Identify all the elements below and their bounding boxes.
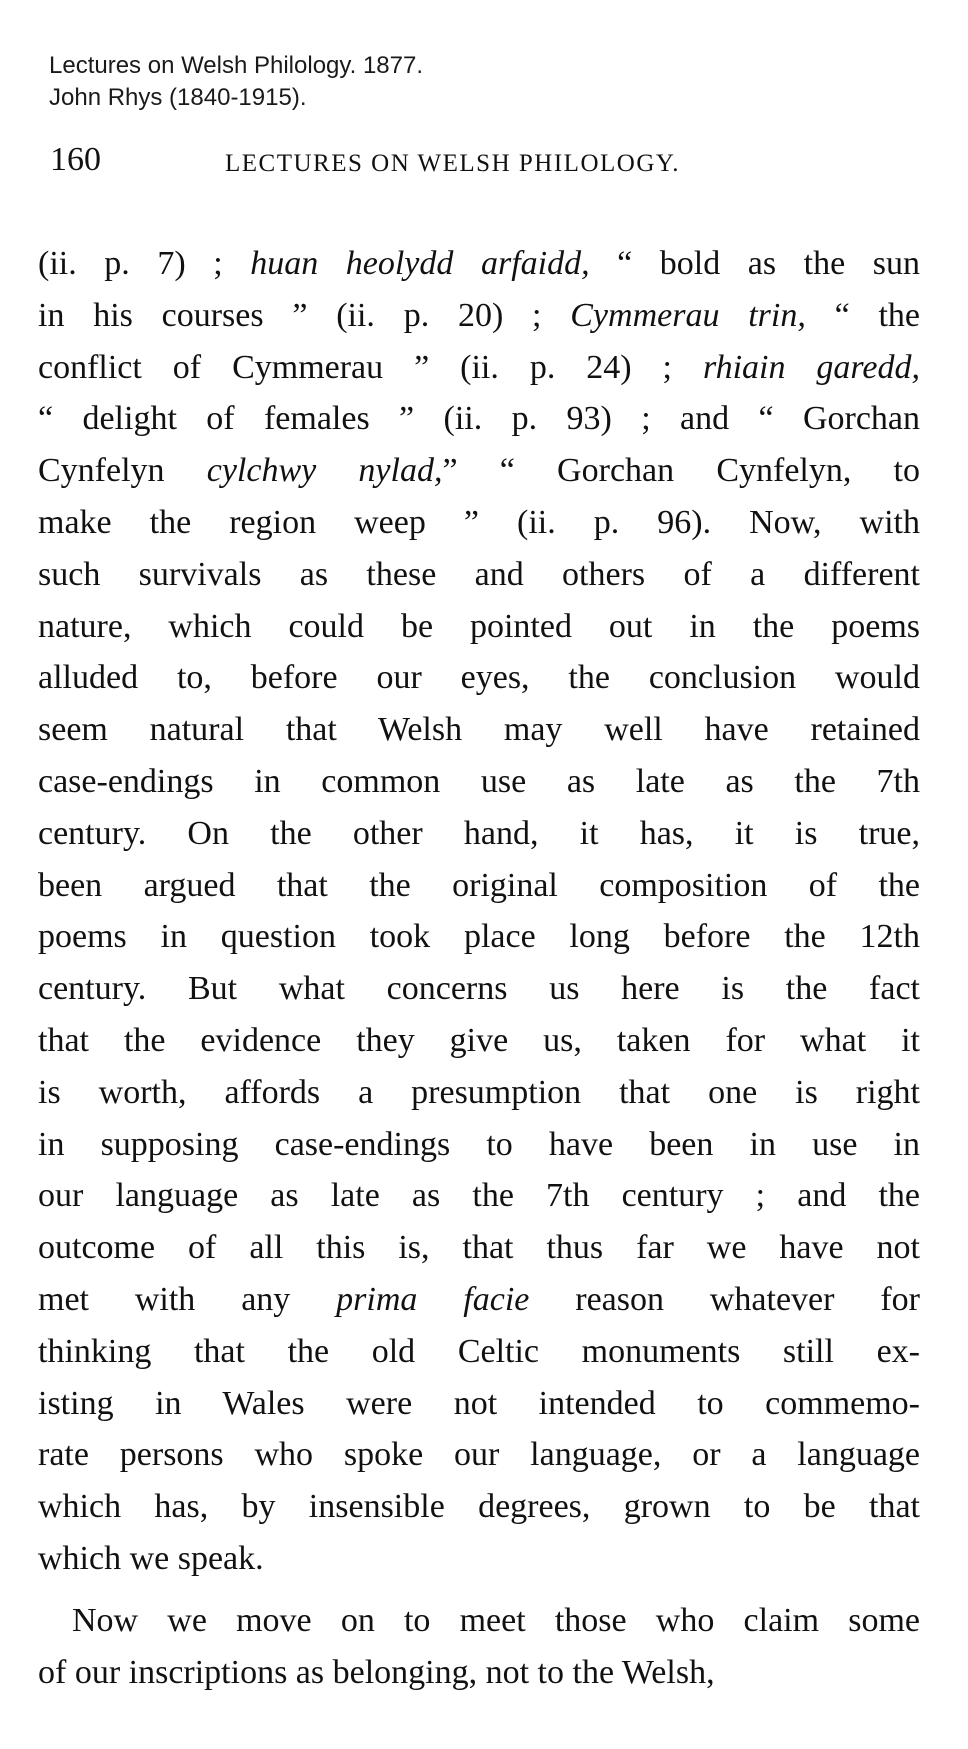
running-title: LECTURES ON WELSH PHILOLOGY. bbox=[225, 150, 680, 177]
text-run: ” “ Gorchan Cynfelyn, to bbox=[442, 452, 920, 490]
text-line bbox=[38, 342, 920, 394]
italic-run: rhiain garedd, bbox=[702, 348, 920, 386]
text-run: make the region weep ” (ii. p. 96). Now, with bbox=[38, 503, 920, 541]
text-run: in his courses ” (ii. p. 20) ; bbox=[38, 296, 571, 334]
document-caption bbox=[49, 50, 423, 114]
text-run: met with any bbox=[38, 1280, 337, 1318]
text-line bbox=[38, 393, 920, 445]
caption-author: John Rhys (1840-1915). bbox=[49, 84, 307, 111]
text-run: century. But what concerns us here is the fact bbox=[38, 970, 920, 1008]
text-run: alluded to, before our eyes, the conclusion would bbox=[38, 659, 920, 697]
text-run: in supposing case-endings to have been in use in bbox=[38, 1125, 920, 1163]
text-run: isting in Wales were not intended to commemo- bbox=[38, 1384, 920, 1422]
text-run: thinking that the old Celtic monuments still ex- bbox=[38, 1332, 920, 1370]
text-line bbox=[38, 549, 920, 601]
text-line bbox=[38, 1119, 920, 1171]
text-line bbox=[38, 704, 920, 756]
text-run: of our inscriptions as belonging, not to the Welsh, bbox=[38, 1653, 715, 1691]
text-run: that the evidence they give us, taken for what it bbox=[38, 1021, 920, 1059]
text-run: “ bold as the sun bbox=[589, 245, 920, 282]
text-line bbox=[38, 1222, 920, 1274]
text-line bbox=[38, 1274, 920, 1326]
text-line bbox=[38, 445, 920, 497]
text-line bbox=[38, 238, 920, 290]
text-line bbox=[38, 652, 920, 704]
text-run: is worth, affords a presumption that one is right bbox=[38, 1073, 920, 1111]
text-line bbox=[38, 963, 920, 1015]
text-line bbox=[38, 911, 920, 963]
text-line bbox=[38, 1647, 920, 1699]
text-line bbox=[38, 808, 920, 860]
text-line bbox=[38, 1170, 920, 1222]
text-line bbox=[38, 1378, 920, 1430]
text-run: reason whatever for bbox=[529, 1280, 920, 1318]
text-line bbox=[38, 1067, 920, 1119]
text-run: outcome of all this is, that thus far we have not bbox=[38, 1229, 920, 1267]
caption-title: Lectures on Welsh Philology. 1877. bbox=[49, 52, 424, 79]
text-line bbox=[38, 1326, 920, 1378]
text-line bbox=[38, 1481, 920, 1533]
text-run: which we speak. bbox=[38, 1539, 264, 1577]
text-run: case-endings in common use as late as the 7th bbox=[38, 762, 920, 800]
text-run: Cynfelyn bbox=[38, 452, 207, 490]
text-line bbox=[38, 860, 920, 912]
italic-run: huan heolydd arfaidd, bbox=[250, 245, 590, 282]
body-text bbox=[38, 238, 920, 1698]
italic-run: cylchwy nylad, bbox=[206, 452, 443, 490]
text-line bbox=[38, 1533, 920, 1585]
text-run: rate persons who spoke our language, or a language bbox=[38, 1436, 920, 1474]
text-run: (ii. p. 7) ; bbox=[38, 245, 251, 282]
text-line bbox=[38, 290, 920, 342]
text-run: our language as late as the 7th century ; and the bbox=[38, 1177, 920, 1215]
text-run: poems in question took place long before the 12th bbox=[38, 918, 920, 956]
text-run: Now we move on to meet those who claim some bbox=[72, 1601, 920, 1639]
italic-run: prima facie bbox=[336, 1280, 530, 1318]
text-line bbox=[38, 756, 920, 808]
text-run: been argued that the original composition of the bbox=[38, 866, 920, 904]
page-number: 160 bbox=[50, 141, 101, 178]
text-line bbox=[38, 1429, 920, 1481]
text-run: century. On the other hand, it has, it is true, bbox=[38, 814, 920, 852]
text-line bbox=[38, 1015, 920, 1067]
text-run: nature, which could be pointed out in the poems bbox=[38, 607, 920, 645]
text-line bbox=[38, 1595, 920, 1647]
text-run: “ the bbox=[805, 296, 920, 334]
text-line bbox=[38, 497, 920, 549]
italic-run: Cymmerau trin, bbox=[570, 296, 806, 334]
text-run: seem natural that Welsh may well have retained bbox=[38, 711, 920, 749]
running-header bbox=[50, 140, 920, 190]
text-run: “ delight of females ” (ii. p. 93) ; and “ Gorchan bbox=[38, 400, 920, 438]
text-run: such survivals as these and others of a different bbox=[38, 555, 920, 593]
text-run: conflict of Cymmerau ” (ii. p. 24) ; bbox=[38, 348, 703, 386]
text-run: which has, by insensible degrees, grown to be that bbox=[38, 1488, 920, 1526]
text-line bbox=[38, 601, 920, 653]
